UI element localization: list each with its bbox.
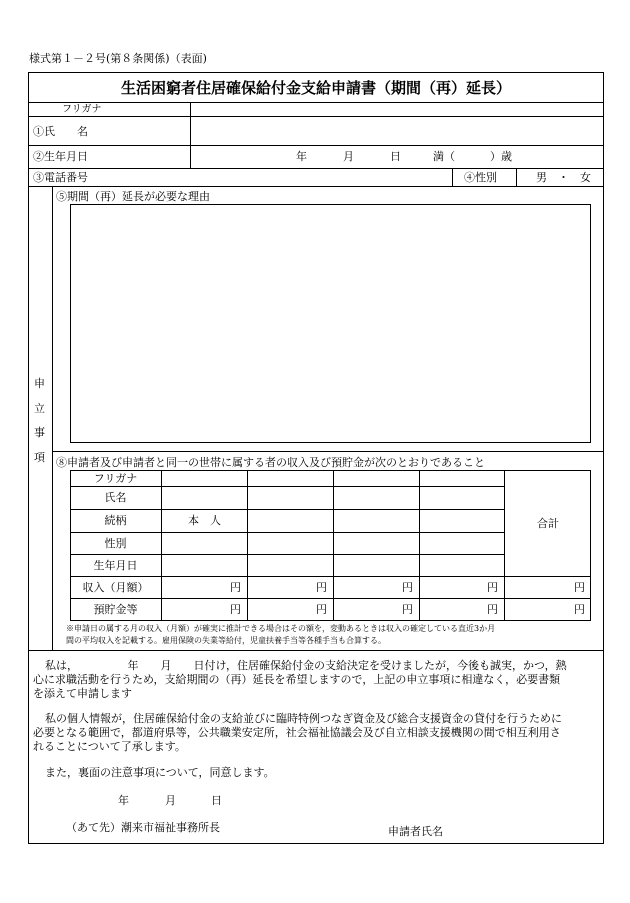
age-prefix: 満（	[433, 150, 455, 163]
income-row-name: 氏名	[104, 491, 127, 504]
yen-unit: 円	[402, 603, 413, 616]
yen-unit: 円	[316, 603, 327, 616]
signature-label: 申請者氏名	[388, 825, 443, 838]
yen-unit: 円	[402, 581, 413, 594]
declaration-p1-line2: 心に求職活動を行うため，支給期間の（再）延長を希望しますので，上記の申立事項に相違なく，必要書類	[33, 673, 561, 686]
phone-field[interactable]	[191, 169, 451, 186]
application-date-day: 日	[211, 794, 222, 807]
side-label-3: 事	[34, 426, 45, 439]
yen-unit: 円	[230, 581, 241, 594]
income-label: ⑧申請者及び申請者と同一の世帯に属する者の収入及び預貯金が次のとおりであること	[56, 456, 485, 469]
form-title: 生活困窮者住居確保給付金支給申請書（期間（再）延長）	[120, 79, 511, 97]
signature-field[interactable]	[450, 820, 598, 840]
yen-unit: 円	[487, 603, 498, 616]
name-field[interactable]	[191, 117, 603, 145]
birth-year-unit: 年	[296, 150, 307, 163]
addressee: （あて先）潮来市福祉事務所長	[66, 821, 220, 834]
declaration-p2-line2: 必要となる範囲で，都道府県等，公共職業安定所，社会福祉協議会及び自立相談支援機関の間で相互利用さ	[33, 726, 561, 739]
name-label: ①氏 名	[33, 125, 88, 138]
yen-unit: 円	[574, 603, 585, 616]
total-label: 合計	[537, 517, 559, 530]
yen-unit: 円	[316, 581, 327, 594]
birth-month-unit: 月	[343, 150, 354, 163]
birth-day-unit: 日	[390, 150, 401, 163]
furigana-label: フリガナ	[62, 104, 102, 115]
self-relation-cell: 本 人	[188, 514, 221, 527]
income-row-birth: 生年月日	[93, 559, 138, 572]
declaration-p2-line3: れることについて了承します。	[33, 740, 186, 753]
form-number: 様式第１－２号(第８条関係)（表面)	[29, 52, 207, 65]
declaration-p1-line1: 私は， 年 月 日付け，住居確保給付金の支給決定を受けましたが，今後も誠実，かつ，熱	[45, 659, 567, 672]
application-date-month: 月	[165, 794, 176, 807]
side-label-1: 申	[34, 377, 45, 390]
reason-label: ⑤期間（再）延長が必要な理由	[56, 190, 210, 203]
income-note-line1: ※申請日の属する月の収入（月額）が確実に推計できる場合はその額を，変動あるときは収入の確定している直近3か月	[66, 624, 496, 633]
declaration-p3: また，裏面の注意事項について，同意します。	[45, 766, 275, 779]
income-row-income: 収入（月額）	[82, 581, 149, 594]
phone-label: ③電話番号	[33, 171, 88, 184]
application-date-year: 年	[118, 794, 129, 807]
birth-date-label: ②生年月日	[33, 150, 88, 163]
yen-unit: 円	[574, 581, 585, 594]
income-row-savings: 預貯金等	[93, 603, 138, 616]
income-row-gender: 性別	[104, 537, 127, 550]
gender-label: ④性別	[464, 171, 497, 184]
age-suffix: ）歳	[490, 150, 512, 163]
yen-unit: 円	[487, 581, 498, 594]
income-row-furigana: フリガナ	[93, 472, 138, 485]
side-label-4: 項	[34, 451, 45, 464]
income-row-relation: 続柄	[104, 514, 127, 527]
side-label-2: 立	[34, 402, 45, 415]
furigana-field[interactable]	[191, 103, 603, 116]
gender-options[interactable]: 男 ・ 女	[536, 171, 591, 184]
declaration-p2-line1: 私の個人情報が，住居確保給付金の支給並びに臨時特例つなぎ資金及び総合支援資金の貸付を行うために	[45, 712, 562, 725]
reason-textarea[interactable]	[70, 204, 591, 443]
declaration-p1-line3: を添えて申請します	[33, 687, 132, 700]
birth-date-field[interactable]	[191, 146, 603, 168]
yen-unit: 円	[230, 603, 241, 616]
income-note-line2: 間の平均収入を記載する。雇用保険の失業等給付，児童扶養手当等各種手当も合算する。	[66, 636, 386, 645]
